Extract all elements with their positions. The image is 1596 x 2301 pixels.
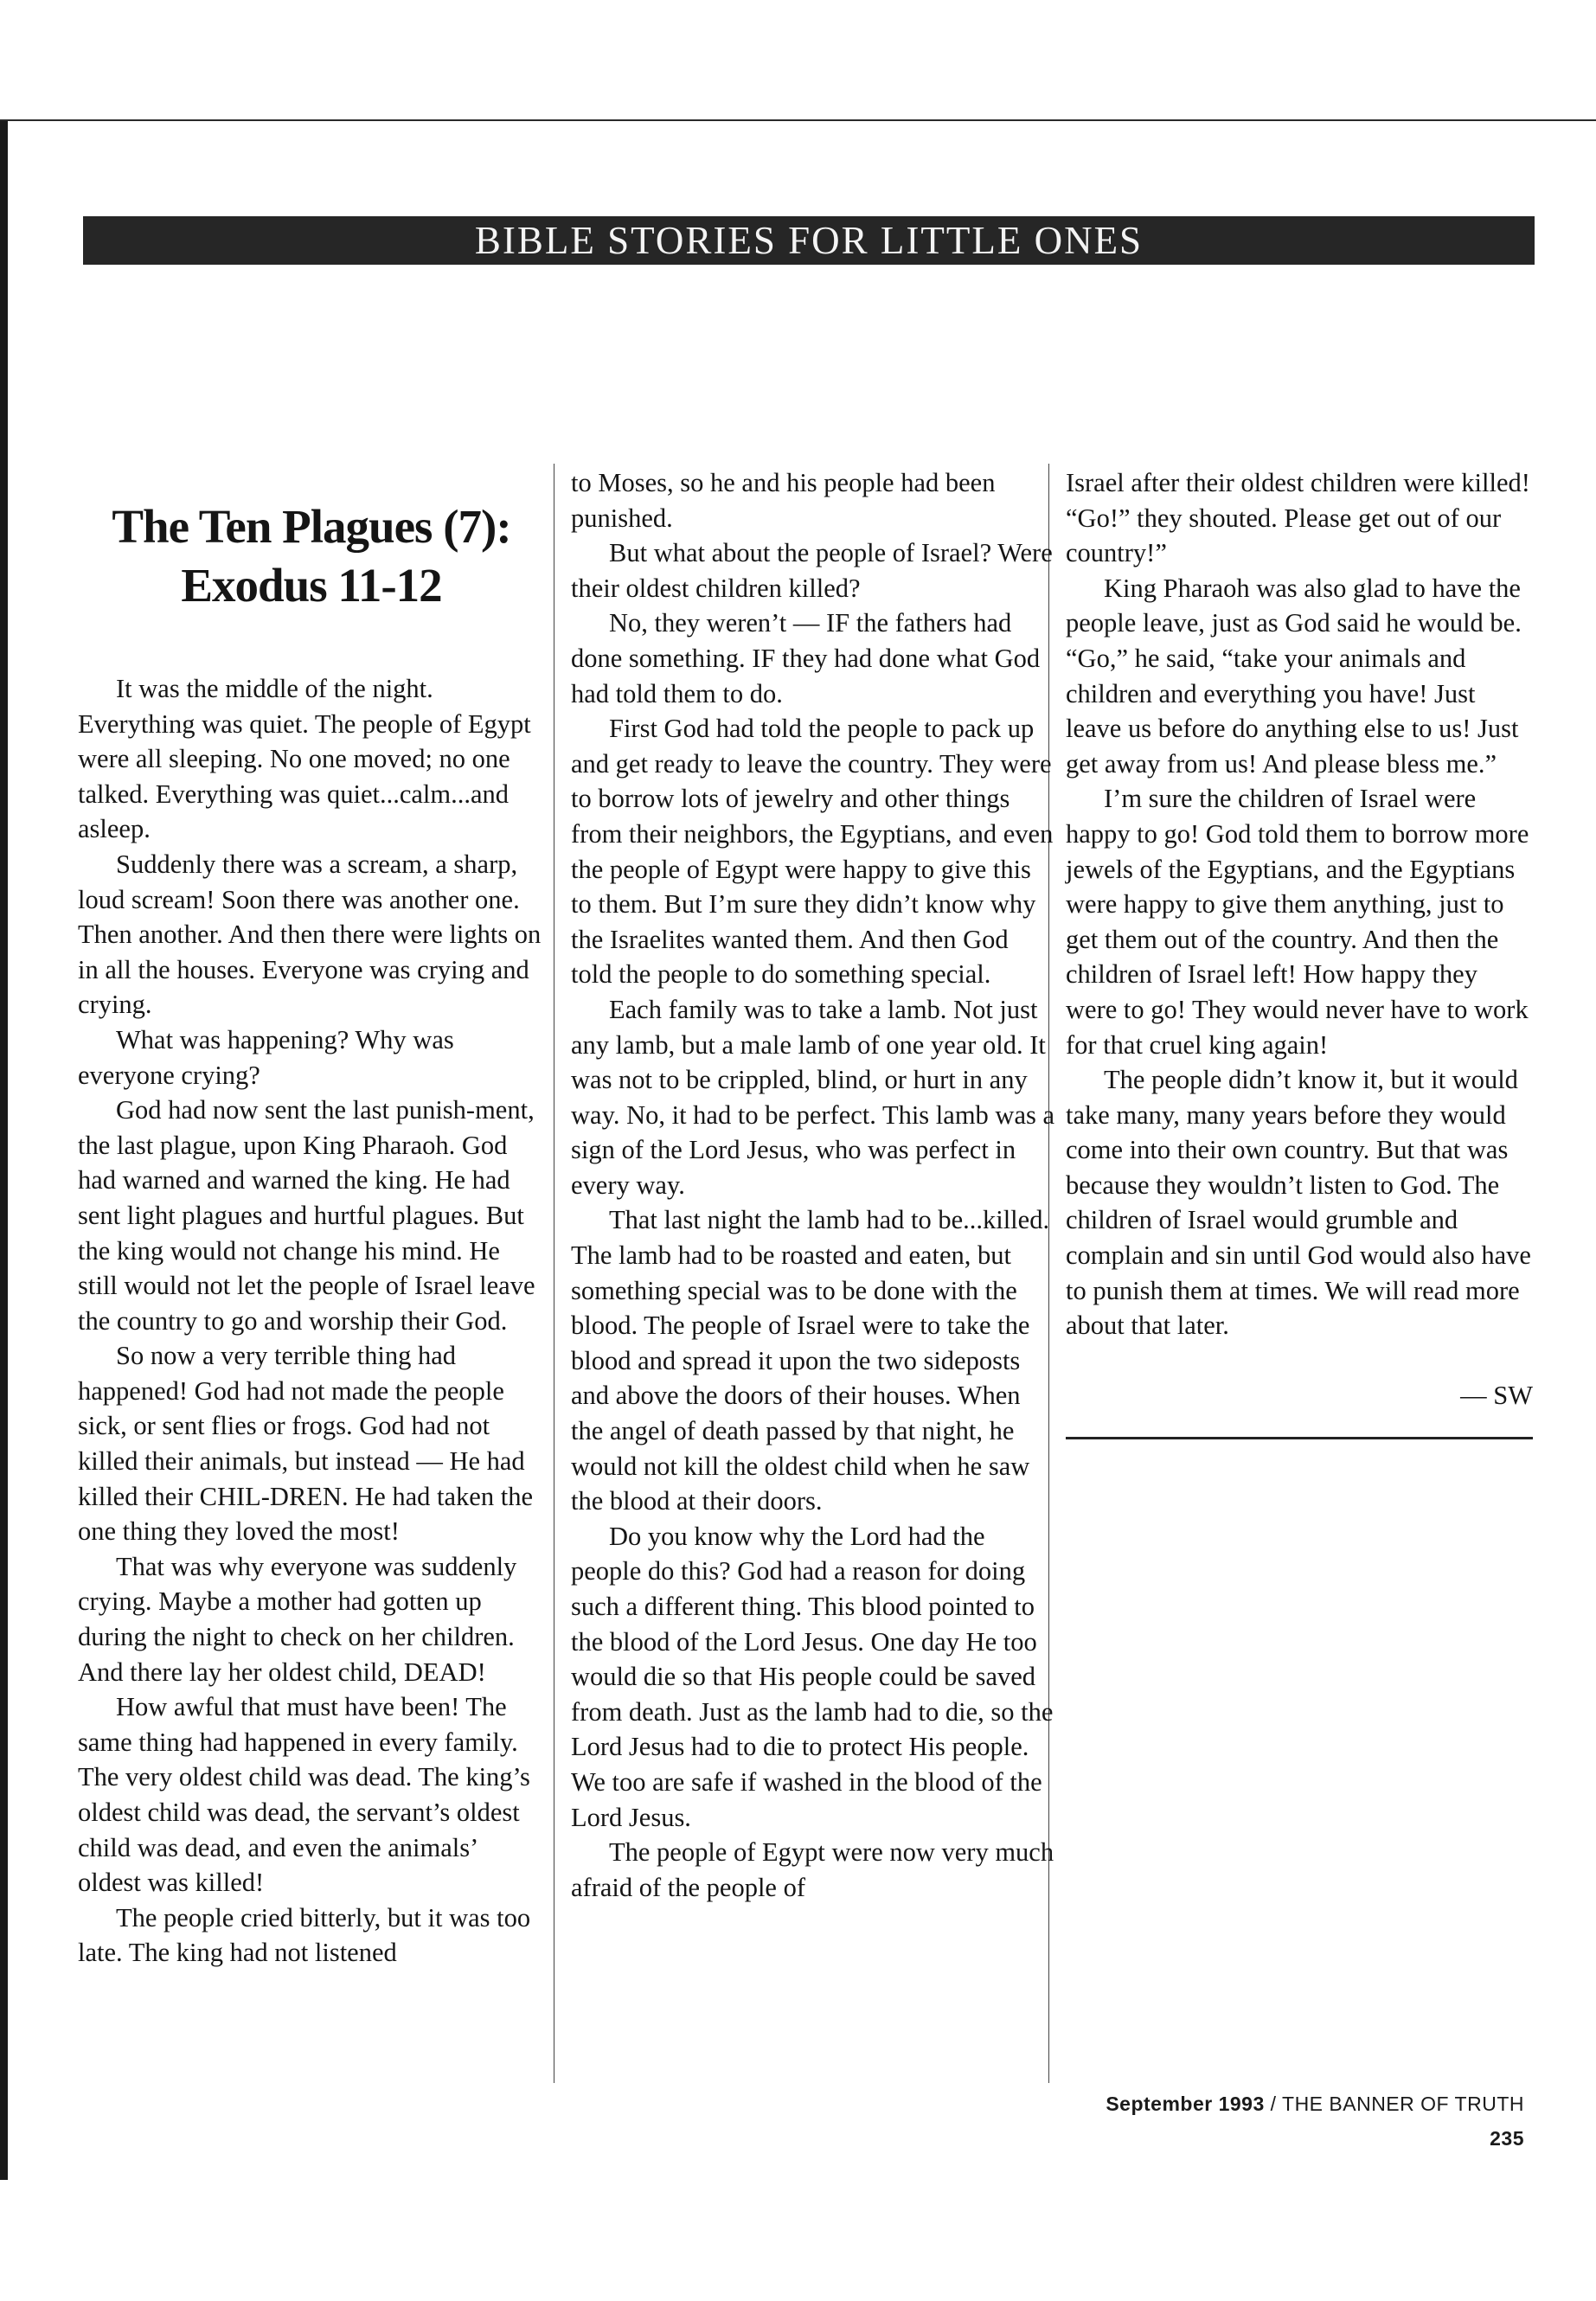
paragraph: King Pharaoh was also glad to have the people leave, just as God said he would be. “Go,” he said, “take your animals and children and everything you have! Just leave us before do anything else to us! Just get away from us! And please bless me.” xyxy=(1066,573,1522,779)
paragraph: How awful that must have been! The same thing had happened in every family. The very oldest child was dead. The king’s oldest child was dead, the servant’s oldest child was dead, and even the animals’ oldest was killed! xyxy=(78,1692,530,1898)
paragraph: No, they weren’t — IF the fathers had done something. IF they had done what God had told them to do. xyxy=(571,608,1041,708)
article-title-line-1: The Ten Plagues (7): xyxy=(112,500,511,553)
paragraph: The people of Egypt were now very much afraid of the people of xyxy=(571,1837,1054,1902)
paragraph: It was the middle of the night. Everything was quiet. The people of Egypt were all sleeping. No one moved; no one talked. Everything was quiet...calm...and asleep. xyxy=(78,674,531,844)
footer-date: September 1993 xyxy=(1106,2093,1265,2115)
article-column-2 xyxy=(571,465,1055,1905)
article-column-1 xyxy=(78,465,545,1971)
paragraph: That last night the lamb had to be...killed. The lamb had to be roasted and eaten, but something special was to be done with the blood. The people of Israel were to take the blood and spread it upon the two sideposts and above the doors of their houses. When the angel of death passed by that night, he would not kill the oldest child when he saw the blood at their doors. xyxy=(571,1205,1050,1516)
article-title-line-2: Exodus 11-12 xyxy=(181,559,442,612)
paragraph: to Moses, so he and his people had been punished. xyxy=(571,468,996,533)
article-title xyxy=(78,497,545,615)
section-banner: BIBLE STORIES FOR LITTLE ONES xyxy=(83,216,1535,265)
page-top-rule xyxy=(0,119,1596,121)
footer-publication: THE BANNER OF TRUTH xyxy=(1282,2093,1524,2115)
author-signature: — SW xyxy=(1460,1380,1533,1410)
footer-page-number: 235 xyxy=(1490,2127,1524,2150)
paragraph: The people didn’t know it, but it would take many, many years before they would come into their own country. But that was because they wouldn’t listen to God. The children of Israel would grumble and complain and sin until God would also have to punish them at times. We will read more about that later. xyxy=(1066,1065,1531,1341)
article-column-3 xyxy=(1066,465,1533,1439)
paragraph: I’m sure the children of Israel were happy to go! God told them to borrow more jewels of the Egyptians, and the Egyptians were happy to give them anything, just to get them out of the country. And then the children of Israel left! How happy they were to go! They would never have to work for that cruel king again! xyxy=(1066,784,1529,1060)
paragraph: But what about the people of Israel? Were their oldest children killed? xyxy=(571,538,1053,603)
paragraph: So now a very terrible thing had happened! God had not made the people sick, or sent flies or frogs. God had not killed their animals, but instead — He had killed their CHIL-DREN. He had taken the one thing they loved the most! xyxy=(78,1341,533,1547)
scan-edge-shadow xyxy=(0,121,8,2180)
paragraph: God had now sent the last punish-ment, the last plague, upon King Pharaoh. God had warned and warned the king. He had sent light plagues and hurtful plagues. But the king would not change his mind. He still would not let the people of Israel leave the country to go and worship their God. xyxy=(78,1095,535,1336)
article-end-rule xyxy=(1066,1437,1533,1439)
paragraph: First God had told the people to pack up and get ready to leave the country. They were to borrow lots of jewelry and other things from their neighbors, the Egyptians, and even the people of Egypt were happy to give this to them. But I’m sure they didn’t know why the Israelites wanted them. And then God told the people to do something special. xyxy=(571,714,1054,990)
paragraph: What was happening? Why was everyone crying? xyxy=(78,1024,454,1090)
page-footer xyxy=(1066,2086,1524,2156)
paragraph: The people cried bitterly, but it was too late. The king had not listened xyxy=(78,1902,531,1968)
paragraph: That was why everyone was suddenly crying. Maybe a mother had gotten up during the night to check on her children. And there lay her oldest child, DEAD! xyxy=(78,1551,517,1687)
paragraph: Israel after their oldest children were killed! “Go!” they shouted. Please get out of our country!” xyxy=(1066,468,1530,568)
paragraph: Do you know why the Lord had the people do this? God had a reason for doing such a different thing. This blood pointed to the blood of the Lord Jesus. One day He too would die so that His people could be saved from death. Just as the lamb had to die, so the Lord Jesus had to die to protect His people. We too are safe if washed in the blood of the Lord Jesus. xyxy=(571,1521,1054,1832)
footer-separator: / xyxy=(1264,2093,1283,2115)
paragraph: Suddenly there was a scream, a sharp, loud scream! Soon there was another one. Then another. And then there were lights on in all the houses. Everyone was crying and crying. xyxy=(78,849,542,1020)
paragraph: Each family was to take a lamb. Not just any lamb, but a male lamb of one year old. It was not to be crippled, blind, or hurt in any way. No, it had to be perfect. This lamb was a sign of the Lord Jesus, who was perfect in every way. xyxy=(571,994,1055,1200)
